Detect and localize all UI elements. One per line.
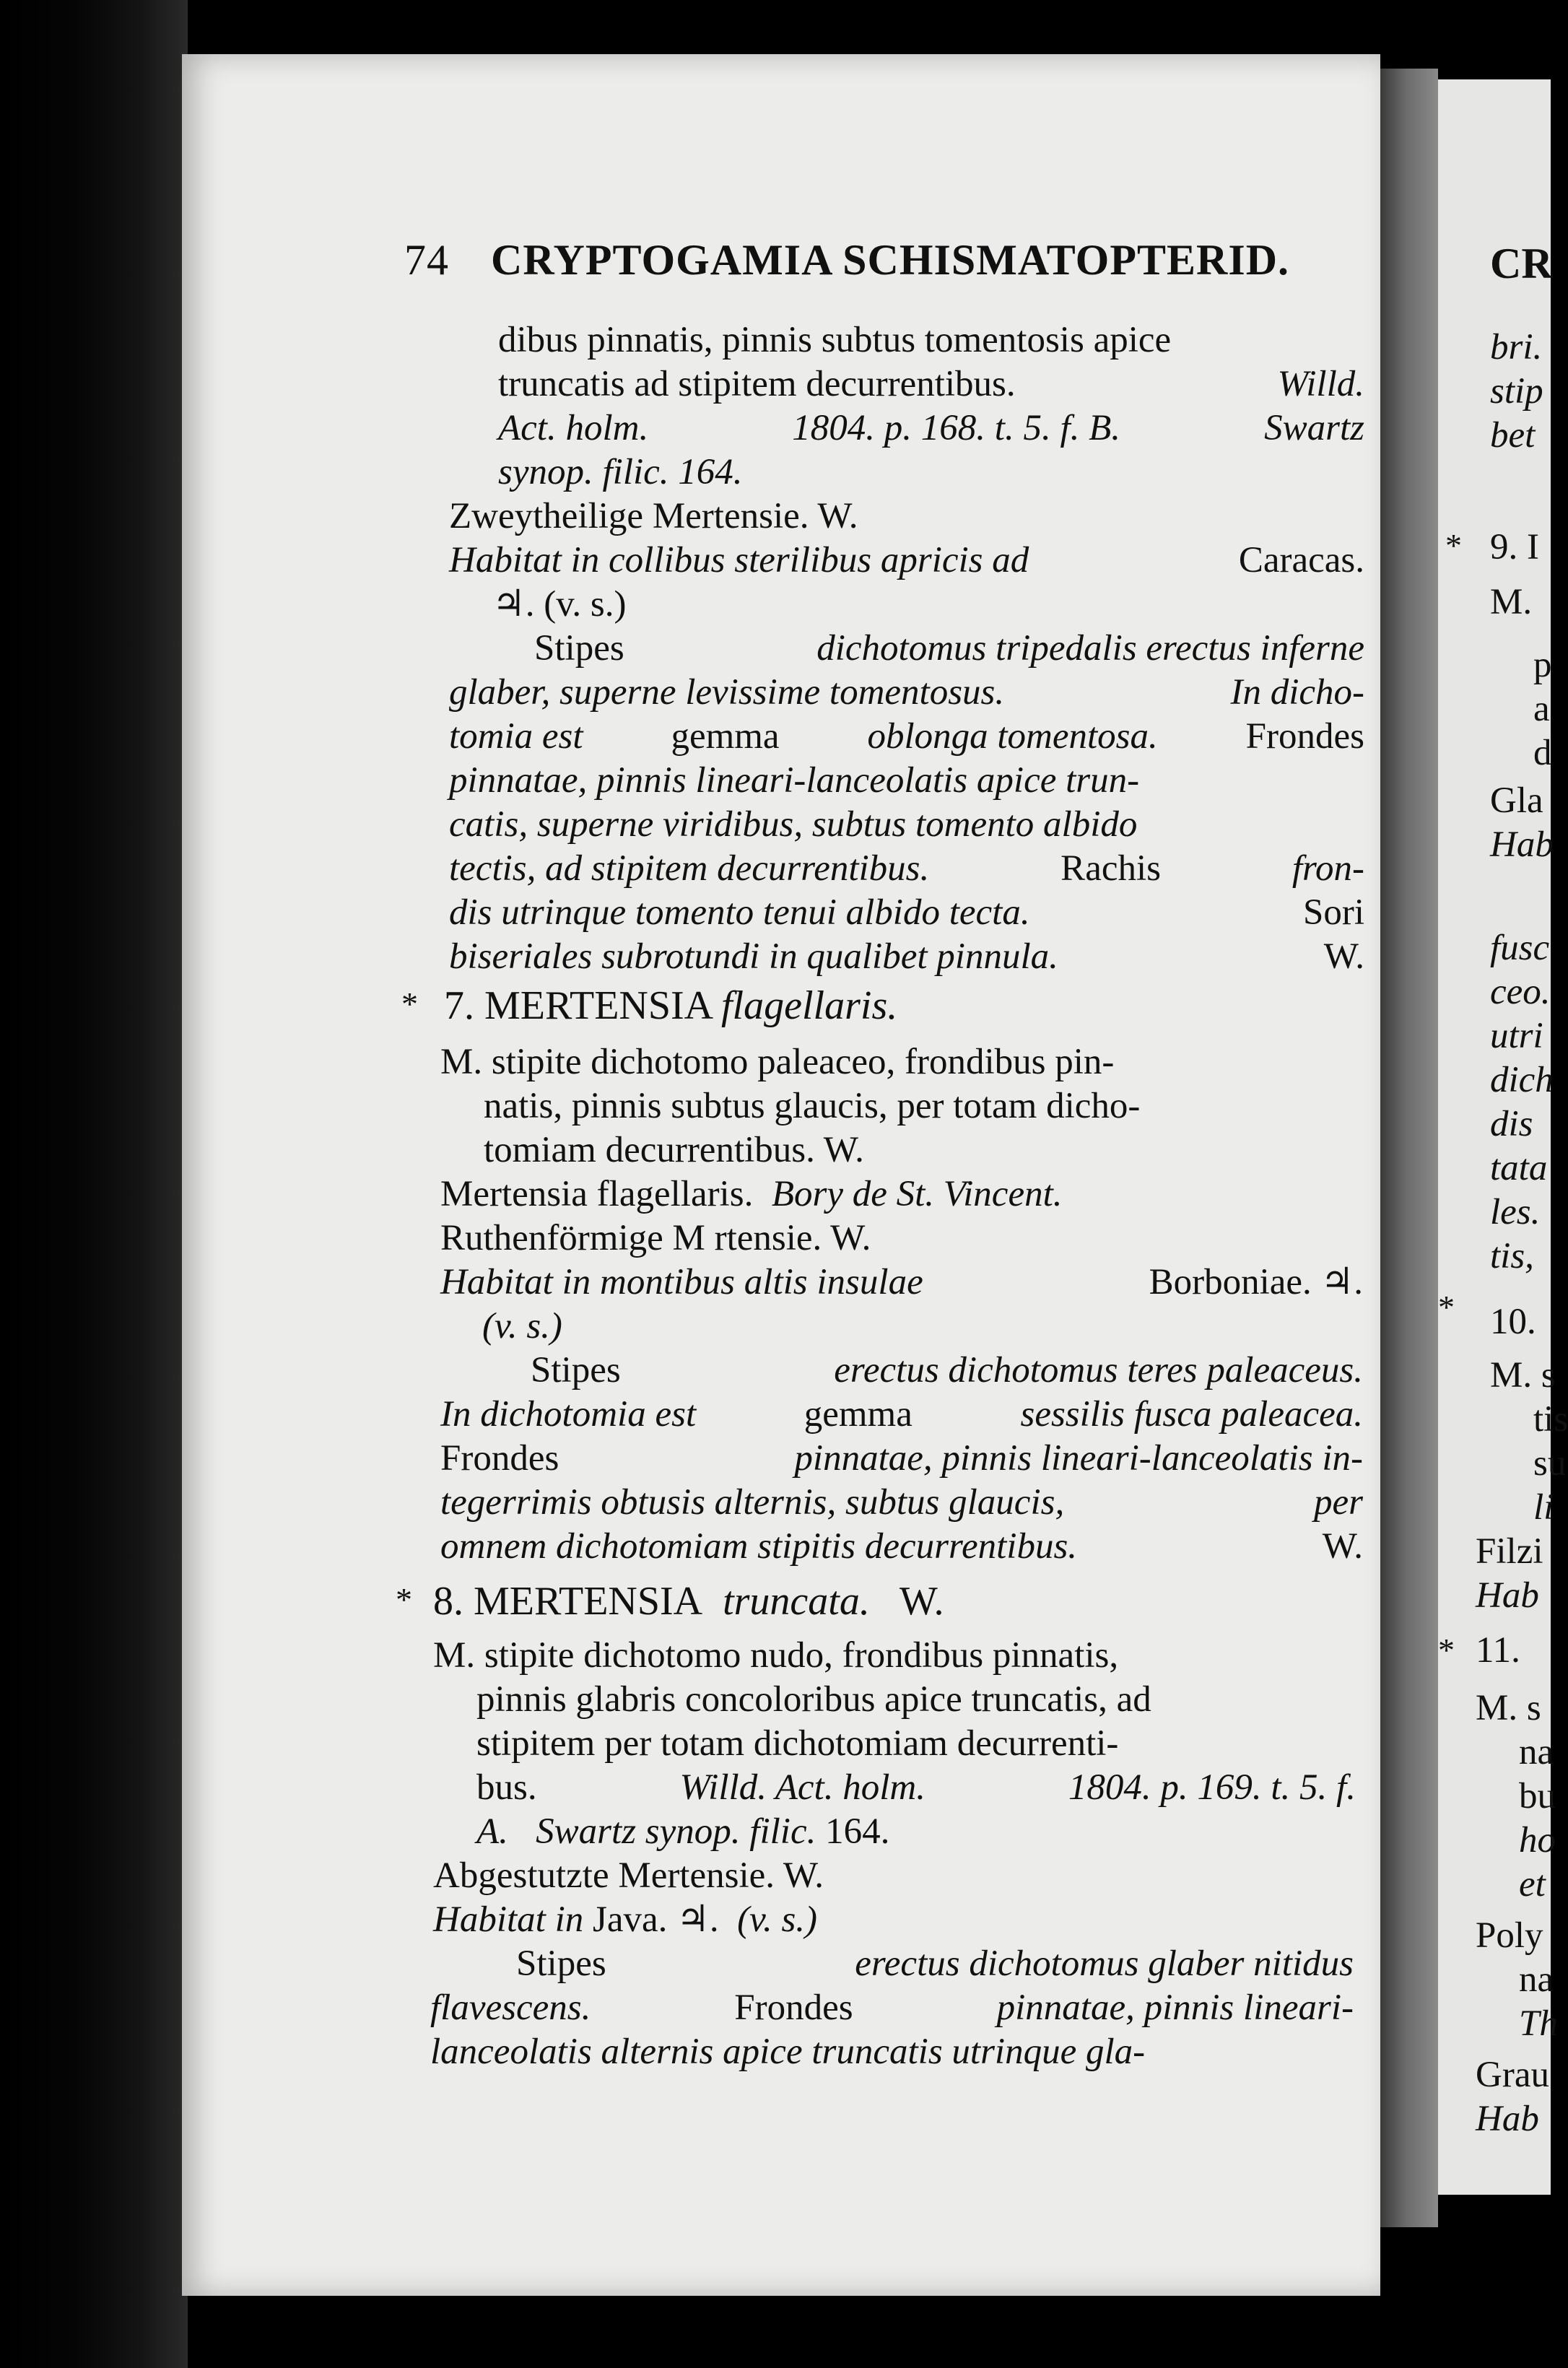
asterisk-marker: * bbox=[401, 985, 418, 1022]
text-line: 9. I bbox=[1490, 527, 1539, 567]
text-line: stipitem per totam dichotomiam decurrenti- bbox=[476, 1723, 1119, 1764]
text-line: catis, superne viridibus, subtus tomento albido bbox=[449, 804, 1138, 845]
text-line: dis utrinque tomento tenui albido tecta. Sori bbox=[449, 892, 1364, 933]
text-line: Stipes erectus dichotomus glaber nitidus bbox=[516, 1943, 1354, 1984]
text-line: et bbox=[1519, 1864, 1546, 1905]
text-line: Abgestutzte Mertensie. W. bbox=[433, 1855, 824, 1896]
text-line: a bbox=[1533, 689, 1550, 729]
text-line: tomiam decurrentibus. W. bbox=[484, 1130, 864, 1170]
text-line: Grau bbox=[1476, 2055, 1549, 2095]
text-line: 11. bbox=[1476, 1630, 1520, 1671]
text-line: glaber, superne levissime tomentosus. In dicho- bbox=[449, 672, 1364, 713]
text-line: Stipes erectus dichotomus teres paleaceus. bbox=[531, 1350, 1363, 1390]
text-line: stip bbox=[1490, 371, 1543, 412]
text-line: dibus pinnatis, pinnis subtus tomentosis apice bbox=[498, 320, 1172, 360]
text-line: tis bbox=[1533, 1399, 1568, 1440]
text-line: bus. Willd. Act. holm. 1804. p. 169. t. 5. f. bbox=[476, 1767, 1356, 1808]
text-line: Hab bbox=[1476, 2099, 1539, 2139]
text-line: Hab bbox=[1476, 1575, 1539, 1616]
text-line: tegerrimis obtusis alternis, subtus glaucis, per bbox=[440, 1482, 1363, 1523]
text-line: Poly bbox=[1476, 1915, 1543, 1956]
text-line: Habitat in montibus altis insulae Borboniae. ♃. bbox=[440, 1262, 1363, 1302]
text-line: 10. bbox=[1490, 1302, 1536, 1342]
text-line: utri bbox=[1490, 1016, 1543, 1056]
text-line: tomia est gemma oblonga tomentosa. Frondes bbox=[449, 716, 1364, 757]
text-line: In dichotomia est gemma sessilis fusca paleacea. bbox=[440, 1394, 1363, 1435]
text-line: bet bbox=[1490, 415, 1536, 456]
text-line: Stipes dichotomus tripedalis erectus inferne bbox=[534, 628, 1364, 669]
species-heading: 8. MERTENSIA truncata. W. bbox=[433, 1579, 944, 1624]
text-line: Th bbox=[1519, 2003, 1558, 2044]
facing-running-head: CR bbox=[1490, 240, 1553, 287]
text-line: dich bbox=[1490, 1060, 1554, 1100]
text-line: bri. bbox=[1490, 327, 1543, 367]
text-line: bu bbox=[1519, 1776, 1556, 1816]
text-line: truncatis ad stipitem decurrentibus. Willd. bbox=[498, 364, 1364, 404]
running-head bbox=[404, 231, 1343, 289]
text-line: les. bbox=[1490, 1192, 1541, 1232]
text-line: Mertensia flagellaris. Bory de St. Vincent. bbox=[440, 1174, 1063, 1214]
text-line: d bbox=[1533, 733, 1552, 773]
text-line: biseriales subrotundi in qualibet pinnula. W. bbox=[449, 936, 1364, 977]
text-line: p bbox=[1533, 645, 1552, 685]
text-line: Ruthenförmige M rtensie. W. bbox=[440, 1218, 871, 1258]
text-line: Zweytheilige Mertensie. W. bbox=[449, 496, 858, 536]
text-line: tectis, ad stipitem decurrentibus. Rachis fron- bbox=[449, 848, 1364, 889]
text-line: dis bbox=[1490, 1104, 1533, 1144]
text-line: li bbox=[1533, 1487, 1554, 1528]
text-line: pinnatae, pinnis lineari-lanceolatis apice trun- bbox=[449, 760, 1140, 801]
text-line: na bbox=[1519, 1732, 1554, 1772]
text-line: Hab bbox=[1490, 824, 1554, 865]
text-line: (v. s.) bbox=[482, 1306, 562, 1346]
asterisk-marker: * bbox=[396, 1581, 412, 1618]
text-line: tis, bbox=[1490, 1236, 1534, 1276]
text-line: A. Swartz synop. filic. 164. bbox=[476, 1811, 890, 1852]
asterisk-marker: * bbox=[1438, 1289, 1455, 1326]
text-line: fusc bbox=[1490, 928, 1550, 968]
text-line: M. stipite dichotomo paleaceo, frondibus pin- bbox=[440, 1042, 1115, 1082]
text-line: Frondes pinnatae, pinnis lineari-lanceolatis in- bbox=[440, 1438, 1363, 1479]
text-line: M. stipite dichotomo nudo, frondibus pinnatis, bbox=[433, 1635, 1119, 1676]
text-line: natis, pinnis subtus glaucis, per totam dicho- bbox=[484, 1086, 1141, 1126]
text-line: M. bbox=[1490, 582, 1533, 622]
text-line: lanceolatis alternis apice truncatis utrinque gla- bbox=[430, 2032, 1146, 2072]
text-line: M. s bbox=[1490, 1355, 1556, 1396]
page-number: 74 bbox=[404, 236, 449, 284]
text-line: Habitat in Java. ♃. (v. s.) bbox=[433, 1899, 818, 1940]
running-title: CRYPTOGAMIA SCHISMATOPTERID. bbox=[491, 236, 1290, 284]
text-line: synop. filic. 164. bbox=[498, 452, 743, 492]
asterisk-marker: * bbox=[1438, 1632, 1455, 1668]
facing-page-fragment bbox=[1438, 79, 1568, 2195]
book-spine-shadow bbox=[0, 0, 188, 2368]
text-line: M. s bbox=[1476, 1688, 1541, 1728]
text-line: Act. holm. 1804. p. 168. t. 5. f. B. Swartz bbox=[498, 408, 1364, 448]
page-edge-shadow bbox=[1380, 69, 1438, 2227]
text-line: Habitat in collibus sterilibus apricis ad Caracas. bbox=[449, 540, 1364, 580]
text-line: na bbox=[1519, 1959, 1554, 2000]
species-heading: 7. MERTENSIA flagellaris. bbox=[444, 983, 898, 1028]
text-line: ♃. (v. s.) bbox=[492, 584, 627, 624]
text-line: omnem dichotomiam stipitis decurrentibus. W. bbox=[440, 1526, 1363, 1567]
text-line: ceo. bbox=[1490, 972, 1551, 1012]
text-line: tata bbox=[1490, 1148, 1548, 1188]
asterisk-marker: * bbox=[1445, 527, 1462, 564]
text-line: ho bbox=[1519, 1820, 1556, 1860]
text-line: pinnis glabris concoloribus apice truncatis, ad bbox=[476, 1679, 1151, 1720]
text-line: flavescens. Frondes pinnatae, pinnis lineari- bbox=[430, 1988, 1354, 2028]
text-line: Gla bbox=[1490, 780, 1543, 821]
text-line: su bbox=[1533, 1443, 1567, 1484]
text-line: Filzi bbox=[1476, 1531, 1543, 1572]
